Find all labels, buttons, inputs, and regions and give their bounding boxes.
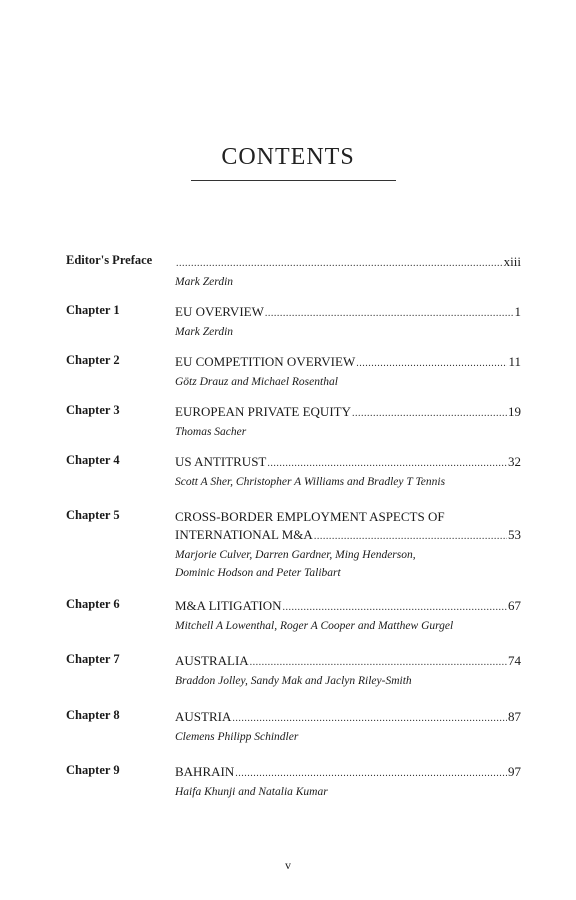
- entry-authors: Mark Zerdin: [175, 326, 234, 338]
- entry-page: 1: [514, 304, 521, 319]
- dot-leader: [232, 710, 507, 728]
- entry-label: Chapter 8: [66, 708, 120, 722]
- entry-authors: Mitchell A Lowenthal, Roger A Cooper and Matthew Gurgel: [175, 620, 454, 632]
- entry-label: Chapter 1: [66, 303, 120, 317]
- entry-label: Chapter 3: [66, 403, 120, 417]
- dot-leader: [267, 455, 507, 473]
- dot-leader: [265, 305, 514, 323]
- dot-leader: [314, 528, 507, 546]
- entry-title: EU OVERVIEW: [175, 304, 264, 319]
- dot-leader: [250, 654, 507, 672]
- page-title: CONTENTS: [221, 144, 355, 170]
- entry-page: 87: [508, 709, 521, 724]
- page-number: v: [285, 858, 291, 872]
- entry-title-line-1: CROSS-BORDER EMPLOYMENT ASPECTS OF: [175, 509, 445, 524]
- entry-authors: Scott A Sher, Christopher A Williams and Bradley T Tennis: [175, 476, 446, 488]
- entry-page: 32: [508, 454, 521, 469]
- entry-page: 74: [508, 653, 521, 668]
- title-underline: [191, 180, 396, 181]
- entry-label: Chapter 7: [66, 652, 120, 666]
- entry-title: INTERNATIONAL M&A: [175, 527, 313, 542]
- entry-authors: Mark Zerdin: [175, 276, 234, 288]
- entry-label: Chapter 5: [66, 508, 120, 522]
- dot-leader: [356, 355, 507, 373]
- entry-authors: Thomas Sacher: [175, 426, 247, 438]
- dot-leader: [352, 405, 507, 423]
- entry-title: BAHRAIN: [175, 764, 235, 779]
- entry-page: xiii: [503, 254, 521, 269]
- entry-page: 11: [508, 354, 521, 369]
- entry-authors: Dominic Hodson and Peter Talibart: [175, 567, 341, 579]
- entry-authors: Clemens Philipp Schindler: [175, 731, 299, 743]
- entry-title: US ANTITRUST: [175, 454, 267, 469]
- entry-title: EUROPEAN PRIVATE EQUITY: [175, 404, 351, 419]
- entry-page: 67: [508, 598, 521, 613]
- entry-title: AUSTRIA: [175, 709, 232, 724]
- entry-page: 53: [508, 527, 521, 542]
- entry-authors: Götz Drauz and Michael Rosenthal: [175, 376, 338, 388]
- entry-label: Editor's Preface: [66, 253, 153, 267]
- entry-authors: Braddon Jolley, Sandy Mak and Jaclyn Riley-Smith: [175, 675, 412, 687]
- entry-title: M&A LITIGATION: [175, 598, 282, 613]
- entry-page: 19: [508, 404, 521, 419]
- entry-authors: Marjorie Culver, Darren Gardner, Ming Henderson,: [175, 549, 416, 561]
- dot-leader: [176, 255, 503, 273]
- dot-leader: [283, 599, 507, 617]
- entry-label: Chapter 2: [66, 353, 120, 367]
- entry-title: AUSTRALIA: [175, 653, 249, 668]
- entry-title: EU COMPETITION OVERVIEW: [175, 354, 356, 369]
- entry-authors: Haifa Khunji and Natalia Kumar: [175, 786, 328, 798]
- entry-label: Chapter 6: [66, 597, 120, 611]
- entry-page: 97: [508, 764, 521, 779]
- dot-leader: [235, 765, 507, 783]
- entry-label: Chapter 9: [66, 763, 120, 777]
- entry-label: Chapter 4: [66, 453, 120, 467]
